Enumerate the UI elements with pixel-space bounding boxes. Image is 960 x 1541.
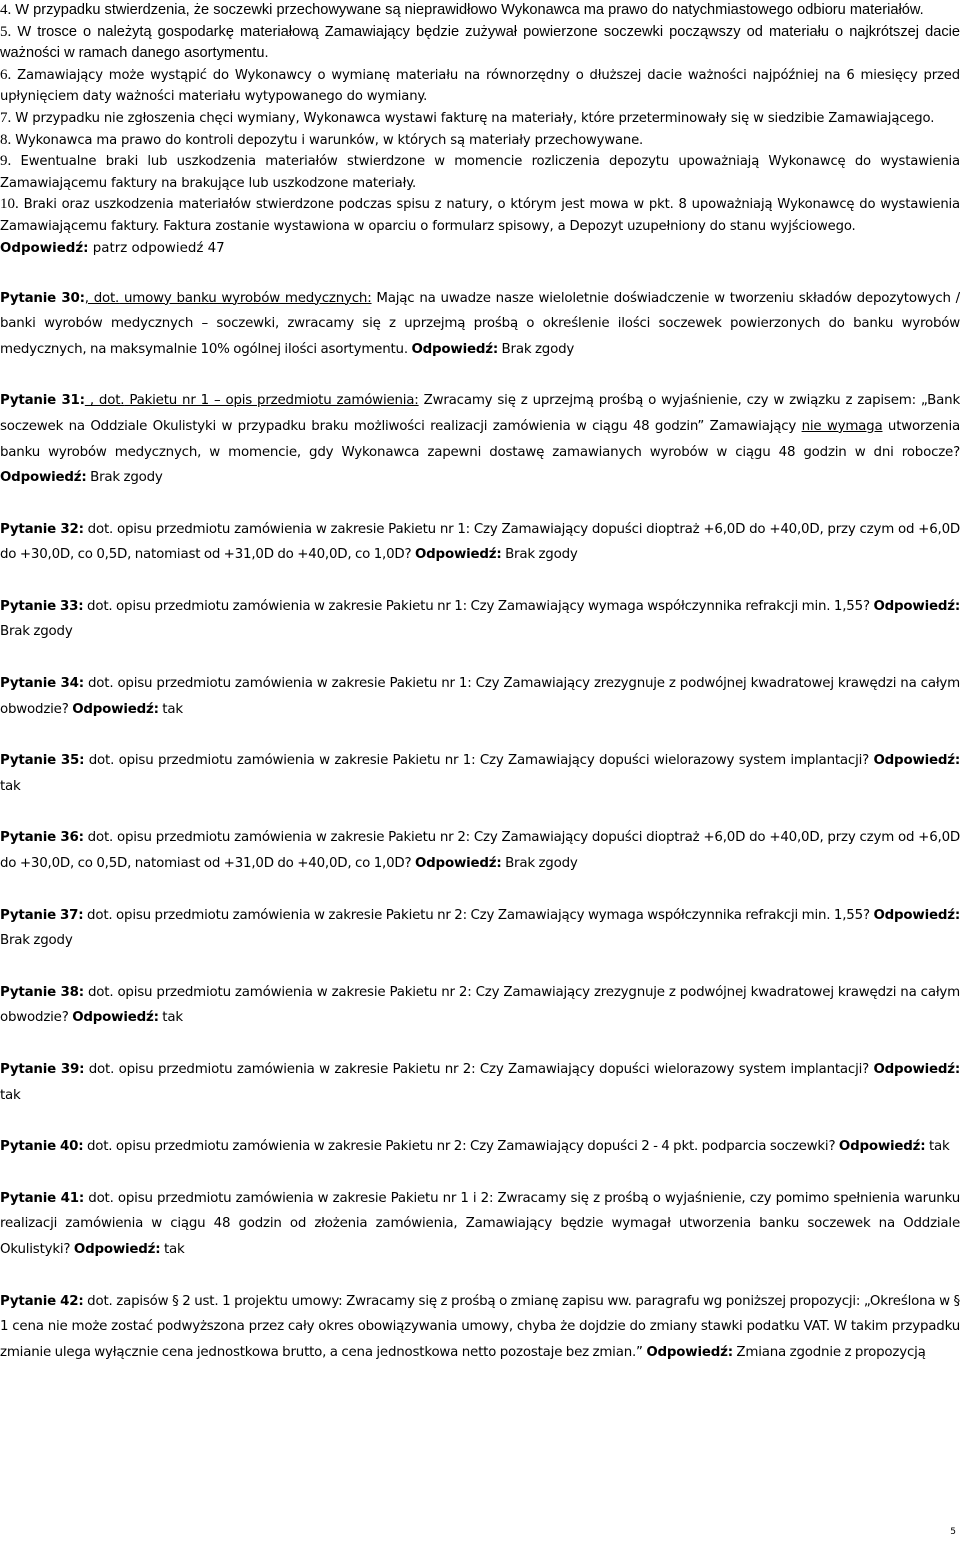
list-item: 10. Braki oraz uszkodzenia materiałów stwierdzone podczas spisu z natury, o którym jest mowa w pkt. 8 upoważniają Wykonawcę do wystawienia Zamawiającemu faktury. Faktura zostanie wystawiona w oparciu o formularz spisowy, a Depozyt uzupełniony do stanu wyjściowego. <box>0 196 960 234</box>
question-34: Pytanie 34: dot. opisu przedmiotu zamówienia w zakresie Pakietu nr 1: Czy Zamawiający zrezygnuje z podwójnej kwadratowej krawędzi na całym obwodzie? Odpowiedź: tak <box>0 676 960 717</box>
question-31: Pytanie 31: , dot. Pakietu nr 1 – opis przedmiotu zamówienia: Zwracamy się z uprzejmą prośbą o wyjaśnienie, czy w związku z zapisem: „Bank soczewek na Oddziale Okulistyki w przypadku braku możliwości realizacji zamówienia w ciągu 48 godzin” Zamawiający nie wymaga utworzenia banku wyrobów medycznych, w momencie, gdy Wykonawca zapewni dostawę zamawianych wyrobów w ciągu 48 godzin w dni robocze? Odpowiedź: Brak zgody <box>0 393 960 486</box>
question-40: Pytanie 40: dot. opisu przedmiotu zamówienia w zakresie Pakietu nr 2: Czy Zamawiający dopuści 2 - 4 pkt. podparcia soczewki? Odpowiedź: tak <box>0 1139 950 1155</box>
question-32: Pytanie 32: dot. opisu przedmiotu zamówienia w zakresie Pakietu nr 1: Czy Zamawiający dopuści dioptraż +6,0D do +40,0D, przy czym od +6,0D do +30,0D, co 0,5D, natomiast od +31,0D do +40,0D, co 1,0D? Odpowiedź: Brak zgody <box>0 521 960 563</box>
list-item: 7. W przypadku nie zgłoszenia chęci wymiany, Wykonawca wystawi fakturę na materiały, które przeterminowały się w siedzibie Zamawiającego. <box>0 109 935 126</box>
question-41: Pytanie 41: dot. opisu przedmiotu zamówienia w zakresie Pakietu nr 1 i 2: Zwracamy się z prośbą o wyjaśnienie, czy pomimo spełnienia warunku realizacji zamówienia w ciągu 48 godzin od złożenia zamówienia, Zamawiający będzie wymagał utworzenia banku soczewek na Oddziale Okulistyki? Odpowiedź: tak <box>0 1190 960 1257</box>
list-item: 6. Zamawiający może wystąpić do Wykonawcy o wymianę materiału na równorzędny o dłuższej dacie ważności najpóźniej na 6 miesięcy przed upłynięciem daty ważności materiału wytypowanego do wymiany. <box>0 66 960 105</box>
question-39: Pytanie 39: dot. opisu przedmiotu zamówienia w zakresie Pakietu nr 2: Czy Zamawiający dopuści wielorazowy system implantacji? Odpowiedź: tak <box>0 1062 960 1103</box>
question-42: Pytanie 42: dot. zapisów § 2 ust. 1 projektu umowy: Zwracamy się z prośbą o zmianę zapisu ww. paragrafu wg poniższej propozycji: „Określona w § 1 cena nie może zostać podwyższona przez cały okres obowiązywania umowy, chyba że dojdzie do zmiany stawki podatku VAT. W takim przypadku zmianie ulega wyłącznie cena jednostkowa brutto, a cena jednostkowa netto pozostaje bez zmian.” Odpowiedź: Zmiana zgodnie z propozycją <box>0 1293 960 1360</box>
answer-47: Odpowiedź: patrz odpowiedź 47 <box>0 240 225 256</box>
list-item: 4. W przypadku stwierdzenia, że soczewki przechowywane są nieprawidłowo Wykonawca ma prawo do natychmiastowego odbioru materiałów. <box>0 2 924 18</box>
question-37: Pytanie 37: dot. opisu przedmiotu zamówienia w zakresie Pakietu nr 2: Czy Zamawiający wymaga współczynnika refrakcji min. 1,55? Odpowiedź: Brak zgody <box>0 907 960 949</box>
list-item: 9. Ewentualne braki lub uszkodzenia materiałów stwierdzone w momencie rozliczenia depozytu upoważniają Wykonawcę do wystawienia Zamawiającemu faktury na brakujące lub uszkodzone materiały. <box>0 153 960 191</box>
question-38: Pytanie 38: dot. opisu przedmiotu zamówienia w zakresie Pakietu nr 2: Czy Zamawiający zrezygnuje z podwójnej kwadratowej krawędzi na całym obwodzie? Odpowiedź: tak <box>0 984 960 1026</box>
question-35: Pytanie 35: dot. opisu przedmiotu zamówienia w zakresie Pakietu nr 1: Czy Zamawiający dopuści wielorazowy system implantacji? Odpowiedź: tak <box>0 753 960 794</box>
question-30: Pytanie 30:, dot. umowy banku wyrobów medycznych: Mając na uwadze nasze wieloletnie doświadczenie w tworzeniu składów depozytowych / banki wyrobów medycznych – soczewki, zwracamy się z uprzejmą prośbą o określenie ilości soczewek powierzonych do banku wyrobów medycznych, na maksymalnie 10% ogólnej ilości asortymentu. Odpowiedź: Brak zgody <box>0 290 960 357</box>
question-33: Pytanie 33: dot. opisu przedmiotu zamówienia w zakresie Pakietu nr 1: Czy Zamawiający wymaga współczynnika refrakcji min. 1,55? Odpowiedź: Brak zgody <box>0 598 960 640</box>
list-item: 5. W trosce o należytą gospodarkę materiałową Zamawiający będzie zużywał powierzone soczewki począwszy od materiału o najkrótszej dacie ważności w ramach danego asortymentu. <box>0 23 960 62</box>
question-36: Pytanie 36: dot. opisu przedmiotu zamówienia w zakresie Pakietu nr 2: Czy Zamawiający dopuści dioptraż +6,0D do +40,0D, przy czym od +6,0D do +30,0D, co 0,5D, natomiast od +31,0D do +40,0D, co 1,0D? Odpowiedź: Brak zgody <box>0 830 960 872</box>
list-item: 8. Wykonawca ma prawo do kontroli depozytu i warunków, w których są materiały przechowywane. <box>0 131 644 148</box>
numbered-list <box>0 0 960 238</box>
page-number: 5 <box>950 1527 956 1537</box>
